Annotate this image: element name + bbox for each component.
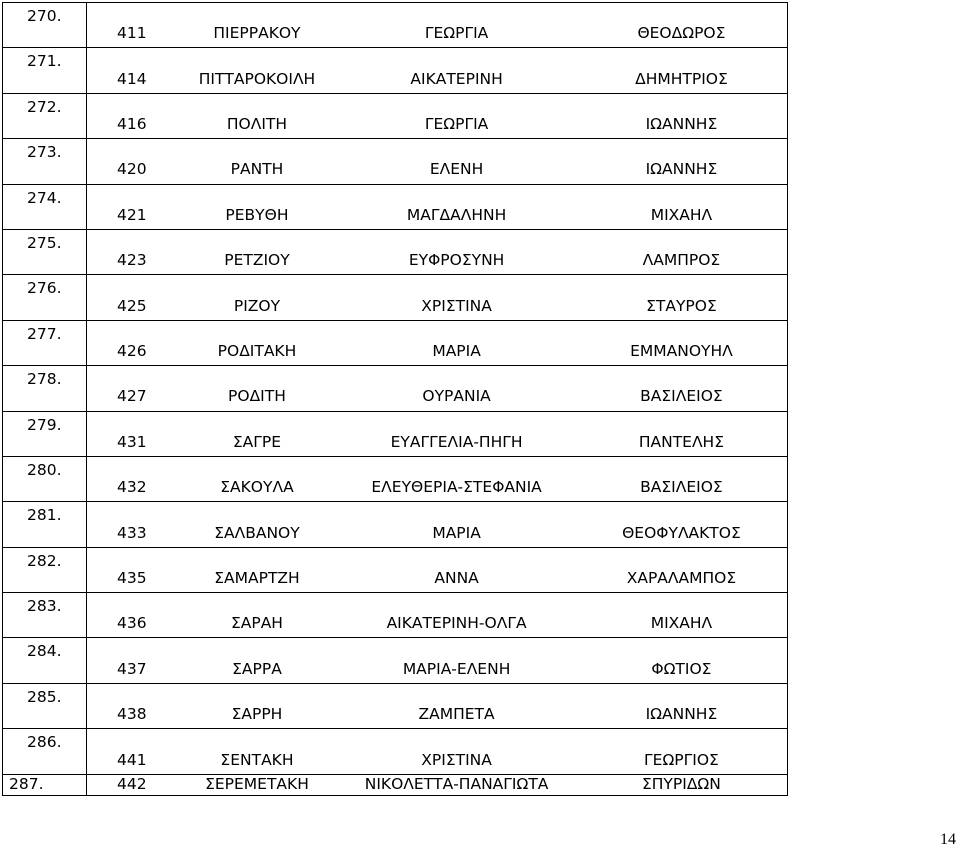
row-code: 425 — [117, 296, 147, 315]
row-code: 438 — [117, 705, 147, 724]
row-first-name: ΜΑΡΙΑ-ΕΛΕΝΗ — [402, 659, 511, 678]
row-first-name: ΓΕΩΡΓΙΑ — [424, 115, 489, 134]
row-father-name: ΣΤΑΥΡΟΣ — [646, 296, 717, 315]
row-father-name: ΙΩΑΝΝΗΣ — [645, 160, 718, 179]
row-first-name: ΜΑΡΙΑ — [432, 341, 481, 360]
row-index: 281. — [3, 502, 87, 547]
row-surname: ΡΙΖΟΥ — [233, 296, 281, 315]
table-row — [3, 456, 788, 501]
row-father-name: ΕΜΜΑΝΟΥΗΛ — [630, 341, 733, 360]
row-surname: ΣΑΚΟΥΛΑ — [220, 478, 294, 497]
row-father-name: ΦΩΤΙΟΣ — [651, 659, 712, 678]
table-row — [3, 275, 788, 320]
row-first-name: ΖΑΜΠΕΤΑ — [418, 705, 495, 724]
row-index: 285. — [3, 683, 87, 728]
row-index: 271. — [3, 48, 87, 93]
row-code: 442 — [117, 774, 147, 793]
row-index: 282. — [3, 547, 87, 592]
row-code: 427 — [117, 387, 147, 406]
row-surname: ΣΑΜΑΡΤΖΗ — [214, 568, 300, 587]
table-row — [3, 184, 788, 229]
row-first-name: ΑΙΚΑΤΕΡΙΝΗ-ΟΛΓΑ — [386, 614, 527, 633]
table-row — [3, 366, 788, 411]
table-row — [3, 683, 788, 728]
row-code: 431 — [117, 432, 147, 451]
row-index: 283. — [3, 593, 87, 638]
row-index: 286. — [3, 729, 87, 774]
row-index: 270. — [3, 3, 87, 48]
row-first-name: ΝΙΚΟΛΕΤΤΑ-ΠΑΝΑΓΙΩΤΑ — [364, 774, 549, 793]
row-first-name: ΑΝΝΑ — [434, 568, 479, 587]
table-row — [3, 3, 788, 48]
row-index: 280. — [3, 456, 87, 501]
table-row — [3, 320, 788, 365]
row-surname: ΣΑΡΡΑ — [232, 659, 282, 678]
table-row — [3, 411, 788, 456]
row-surname: ΣΑΡΡΗ — [231, 705, 283, 724]
row-first-name: ΕΛΕΥΘΕΡΙΑ-ΣΤΕΦΑΝΙΑ — [371, 478, 542, 497]
row-surname: ΡΕΒΥΘΗ — [225, 205, 289, 224]
row-father-name: ΜΙΧΑΗΛ — [650, 614, 713, 633]
row-surname: ΣΑΡΑΗ — [230, 614, 283, 633]
row-surname: ΡΑΝΤΗ — [230, 160, 284, 179]
row-code: 426 — [117, 341, 147, 360]
row-father-name: ΒΑΣΙΛΕΙΟΣ — [640, 478, 723, 497]
row-father-name: ΣΠΥΡΙΔΩΝ — [641, 774, 721, 793]
row-index: 279. — [3, 411, 87, 456]
table-row — [3, 48, 788, 93]
row-first-name: ΜΑΡΙΑ — [432, 523, 481, 542]
row-index: 272. — [3, 93, 87, 138]
table-row — [3, 729, 788, 774]
row-father-name: ΙΩΑΝΝΗΣ — [645, 115, 718, 134]
table-row — [3, 139, 788, 184]
page-number: 14 — [940, 831, 956, 848]
row-code: 436 — [117, 614, 147, 633]
row-first-name: ΕΥΑΓΓΕΛΙΑ-ΠΗΓΗ — [390, 432, 523, 451]
row-surname: ΡΕΤΖΙΟΥ — [224, 251, 290, 270]
row-code: 416 — [117, 115, 147, 134]
row-surname: ΠΙΕΡΡΑΚΟΥ — [213, 24, 301, 43]
row-code: 435 — [117, 568, 147, 587]
row-index: 274. — [3, 184, 87, 229]
names-table — [2, 2, 788, 796]
row-index: 277. — [3, 320, 87, 365]
row-first-name: ΧΡΙΣΤΙΝΑ — [421, 296, 492, 315]
table-row — [3, 547, 788, 592]
row-index: 278. — [3, 366, 87, 411]
row-index: 275. — [3, 229, 87, 274]
table-row — [3, 774, 788, 795]
row-code: 432 — [117, 478, 147, 497]
row-code: 441 — [117, 750, 147, 769]
row-code: 414 — [117, 69, 147, 88]
row-index: 287. — [3, 774, 87, 795]
row-surname: ΡΟΔΙΤΗ — [228, 387, 286, 406]
table-row — [3, 502, 788, 547]
row-first-name: ΧΡΙΣΤΙΝΑ — [421, 750, 492, 769]
row-father-name: ΘΕΟΦΥΛΑΚΤΟΣ — [622, 523, 741, 542]
table-row — [3, 93, 788, 138]
table-row — [3, 229, 788, 274]
row-father-name: ΧΑΡΑΛΑΜΠΟΣ — [626, 568, 737, 587]
row-code: 423 — [117, 251, 147, 270]
row-first-name: ΓΕΩΡΓΙΑ — [424, 24, 489, 43]
row-code: 433 — [117, 523, 147, 542]
row-surname: ΠΟΛΙΤΗ — [226, 115, 288, 134]
row-surname: ΣΑΓΡΕ — [232, 432, 282, 451]
row-surname: ΠΙΤΤΑΡΟΚΟΙΛΗ — [198, 69, 316, 88]
row-index: 273. — [3, 139, 87, 184]
row-first-name: ΜΑΓΔΑΛΗΝΗ — [406, 205, 507, 224]
row-surname: ΣΕΝΤΑΚΗ — [220, 750, 294, 769]
row-father-name: ΠΑΝΤΕΛΗΣ — [638, 432, 725, 451]
row-father-name: ΙΩΑΝΝΗΣ — [645, 705, 718, 724]
row-index: 276. — [3, 275, 87, 320]
row-surname: ΡΟΔΙΤΑΚΗ — [217, 341, 297, 360]
row-father-name: ΒΑΣΙΛΕΙΟΣ — [640, 387, 723, 406]
row-index: 284. — [3, 638, 87, 683]
row-first-name: ΕΛΕΝΗ — [429, 160, 484, 179]
row-surname: ΣΕΡΕΜΕΤΑΚΗ — [205, 774, 309, 793]
row-first-name: ΕΥΦΡΟΣΥΝΗ — [408, 251, 505, 270]
row-father-name: ΔΗΜΗΤΡΙΟΣ — [635, 69, 728, 88]
row-first-name: ΟΥΡΑΝΙΑ — [422, 387, 491, 406]
row-code: 420 — [117, 160, 147, 179]
row-father-name: ΘΕΟΔΩΡΟΣ — [637, 24, 726, 43]
table-row — [3, 593, 788, 638]
row-code: 437 — [117, 659, 147, 678]
row-code: 411 — [117, 24, 147, 43]
row-father-name: ΓΕΩΡΓΙΟΣ — [644, 750, 719, 769]
row-first-name: ΑΙΚΑΤΕΡΙΝΗ — [410, 69, 503, 88]
row-code: 421 — [117, 205, 147, 224]
row-father-name: ΛΑΜΠΡΟΣ — [642, 251, 721, 270]
row-surname: ΣΑΛΒΑΝΟΥ — [214, 523, 300, 542]
row-father-name: ΜΙΧΑΗΛ — [650, 205, 713, 224]
table-row — [3, 638, 788, 683]
